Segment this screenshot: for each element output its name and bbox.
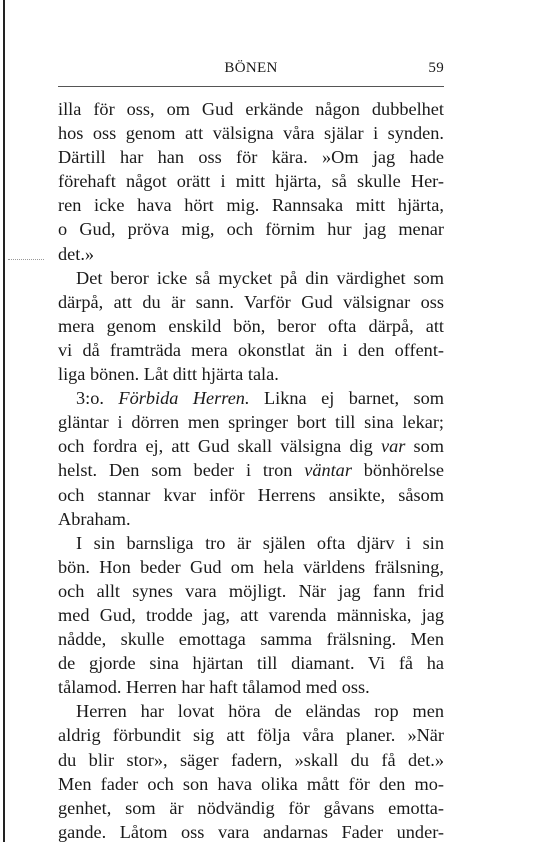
text-line: I sin barnsliga tro är själen ofta djärv i sin <box>76 532 444 553</box>
page-number: 59 <box>428 60 444 76</box>
italic-emphasis: var <box>380 436 406 457</box>
text-line: du blir stor», säger fadern, »skall du få det.» <box>58 749 444 770</box>
text-line: Därtill har han oss för kära. »Om jag hade <box>58 147 444 168</box>
text-line: bön. Hon beder Gud om hela världens frälsning, <box>58 556 444 577</box>
text-run: Likna ej barnet, som <box>249 388 444 409</box>
text-line: aldrig förbundit sig att följa våra planer. »När <box>58 725 444 746</box>
header-title: BÖNEN <box>224 60 278 76</box>
text-line: med Gud, trodde jag, att varenda människa, jag <box>58 604 444 625</box>
text-line: Det beror icke så mycket på din värdighet som <box>76 267 444 288</box>
italic-emphasis: väntar <box>304 460 352 481</box>
text-line: gläntar i dörren men springer bort till sina lekar; <box>58 412 444 433</box>
text-line <box>58 386 444 410</box>
text-line: Herren har lovat höra de eländas rop men <box>76 701 444 722</box>
text-line: o Gud, pröva mig, och förnim hur jag menar <box>58 219 444 240</box>
margin-mark <box>8 259 44 262</box>
running-header <box>58 60 444 82</box>
italic-emphasis: Förbida Herren. <box>118 388 250 409</box>
text-run: och fordra ej, att Gud skall välsigna dig <box>58 436 381 457</box>
page-edge-line <box>3 0 5 842</box>
text-line: och allt synes vara möjligt. När jag fann frid <box>58 580 444 601</box>
body-text <box>58 97 444 844</box>
text-run: bönhörelse <box>351 460 444 481</box>
text-line <box>58 434 444 458</box>
text-line: och stannar kvar inför Herrens ansikte, såsom <box>58 484 444 505</box>
text-line: förehaft något orätt i mitt hjärta, så skulle Her- <box>58 171 444 192</box>
text-line: illa för oss, om Gud erkände någon dubbelhet <box>58 99 444 119</box>
text-line: de gjorde sina hjärtan till diamant. Vi få ha <box>58 653 444 674</box>
text-line: genhet, som är nödvändig för gåvans emotta- <box>58 797 444 818</box>
text-run: 3:o. <box>76 388 119 409</box>
text-line: ren icke hava hört mig. Rannsaka mitt hjärta, <box>58 195 444 216</box>
text-line: liga bönen. Låt ditt hjärta tala. <box>58 364 279 385</box>
text-line: det.» <box>58 243 95 264</box>
header-rule <box>58 86 444 87</box>
text-line <box>58 458 444 482</box>
text-line: hos oss genom att välsigna våra själar i synden. <box>58 123 444 144</box>
text-line: mera genom enskild bön, beror ofta därpå, att <box>58 315 444 336</box>
text-run: helst. Den som beder i tron <box>58 460 305 481</box>
text-line: gande. Låtom oss vara andarnas Fader under- <box>58 821 444 842</box>
text-line: vi då framträda mera okonstlat än i den offent- <box>58 339 444 360</box>
text-line: därpå, att du är sann. Varför Gud välsignar oss <box>58 291 444 312</box>
text-line: Men fader och son hava olika mått för den mo- <box>58 773 444 794</box>
text-line: tålamod. Herren har haft tålamod med oss. <box>58 677 370 698</box>
text-line: Abraham. <box>58 508 131 529</box>
text-run: som <box>405 436 444 457</box>
text-line: nådde, skulle emottaga samma frälsning. Men <box>58 629 444 650</box>
